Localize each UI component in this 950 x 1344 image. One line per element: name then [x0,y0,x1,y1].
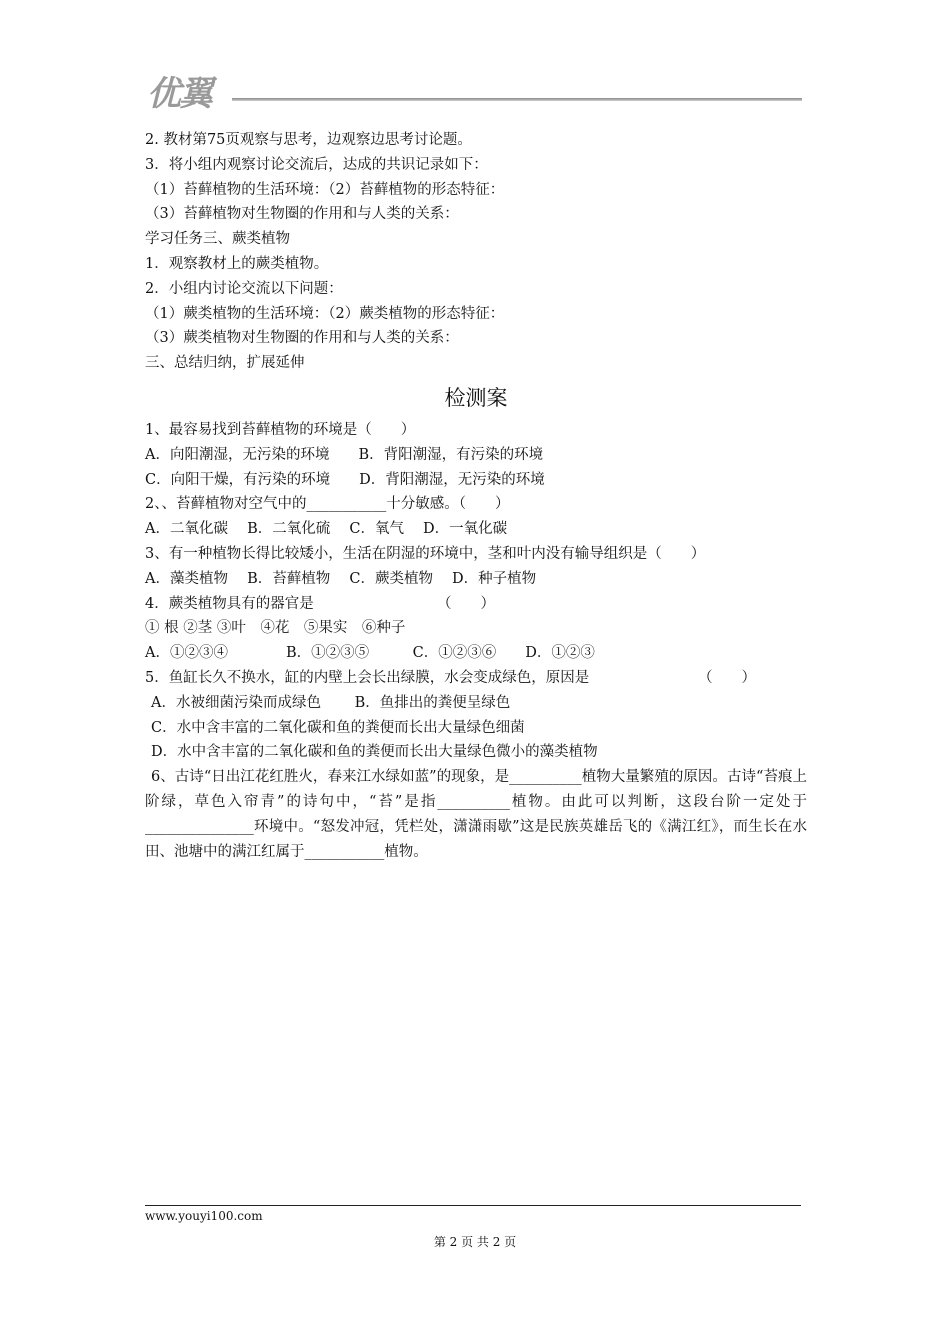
document-body [145,128,807,864]
body-line: 1．观察教材上的蕨类植物。 [145,255,329,272]
question-6: 6、古诗“日出江花红胜火，春来江水绿如蓝”的现象，是__________植物大量繁殖的原因。古诗“苔痕上阶绿，草色入帘青”的诗句中，“苔”是指__________植物。由此可以判断，这段台阶一定处于_______________环境中。“怒发冲冠，凭栏处，潇潇雨歇”这是民族英雄岳飞的《满江红》，而生长在水田、池塘中的满江红属于___________植物。 [145,769,807,860]
body-line: 学习任务三、蕨类植物 [145,231,290,248]
question-5-options-ab: A．水被细菌污染而成绿色 B．鱼排出的粪便呈绿色 [151,694,511,711]
header-rule [232,98,802,101]
body-line: 2. 教材第75页观察与思考，边观察边思考讨论题。 [145,132,472,148]
question-3: 3、有一种植物长得比较矮小，生活在阴湿的环境中，茎和叶内没有输导组织是（ ） [145,545,706,562]
body-line: 2．小组内讨论交流以下问题： [145,280,343,297]
question-5-option-d: D．水中含丰富的二氧化碳和鱼的粪便而长出大量绿色微小的藻类植物 [151,744,598,761]
question-4-options: A．①②③④ B．①②③⑤ C．①②③⑥ D．①②③ [145,645,595,662]
question-2: 2、、苔藓植物对空气中的___________十分敏感。（ ） [145,496,510,513]
question-1: 1、最容易找到苔藓植物的环境是（ ） [145,421,416,438]
body-line: （1）苔藓植物的生活环境：（2）苔藓植物的形态特征： [145,181,505,198]
question-2-options: A．二氧化碳 B．二氧化硫 C．氧气 D．一氧化碳 [145,521,508,538]
section-title: 检测案 [444,385,508,410]
body-line: （1）蕨类植物的生活环境：（2）蕨类植物的形态特征： [145,305,505,322]
question-3-options: A．藻类植物 B．苔藓植物 C．蕨类植物 D．种子植物 [145,570,537,587]
question-1-options-cd: C．向阳干燥，有污染的环境 D．背阳潮湿，无污染的环境 [145,471,545,488]
body-line: 3．将小组内观察讨论交流后，达成的共识记录如下： [145,156,488,173]
question-5-option-c: C．水中含丰富的二氧化碳和鱼的粪便而长出大量绿色细菌 [151,719,525,736]
question-4-items: ① 根 ②茎 ③叶 ④花 ⑤果实 ⑥种子 [145,620,406,637]
question-1-options-ab: A．向阳潮湿，无污染的环境 B．背阳潮湿，有污染的环境 [145,446,544,463]
page-number: 第 2 页 共 2 页 [433,1235,517,1249]
body-line: 三、总结归纳，扩展延伸 [145,355,305,372]
footer-rule [145,1205,801,1206]
question-4: 4．蕨类植物具有的器官是 （ ） [145,595,495,612]
brand-logo: 优翼 [147,74,211,114]
question-5: 5．鱼缸长久不换水，缸的内壁上会长出绿膜，水会变成绿色，原因是 （ ） [145,669,756,686]
footer-url: www.youyi100.com [145,1209,263,1223]
body-line: （3）苔藓植物对生物圈的作用和与人类的关系： [145,206,459,223]
body-line: （3）蕨类植物对生物圈的作用和与人类的关系： [145,330,459,347]
